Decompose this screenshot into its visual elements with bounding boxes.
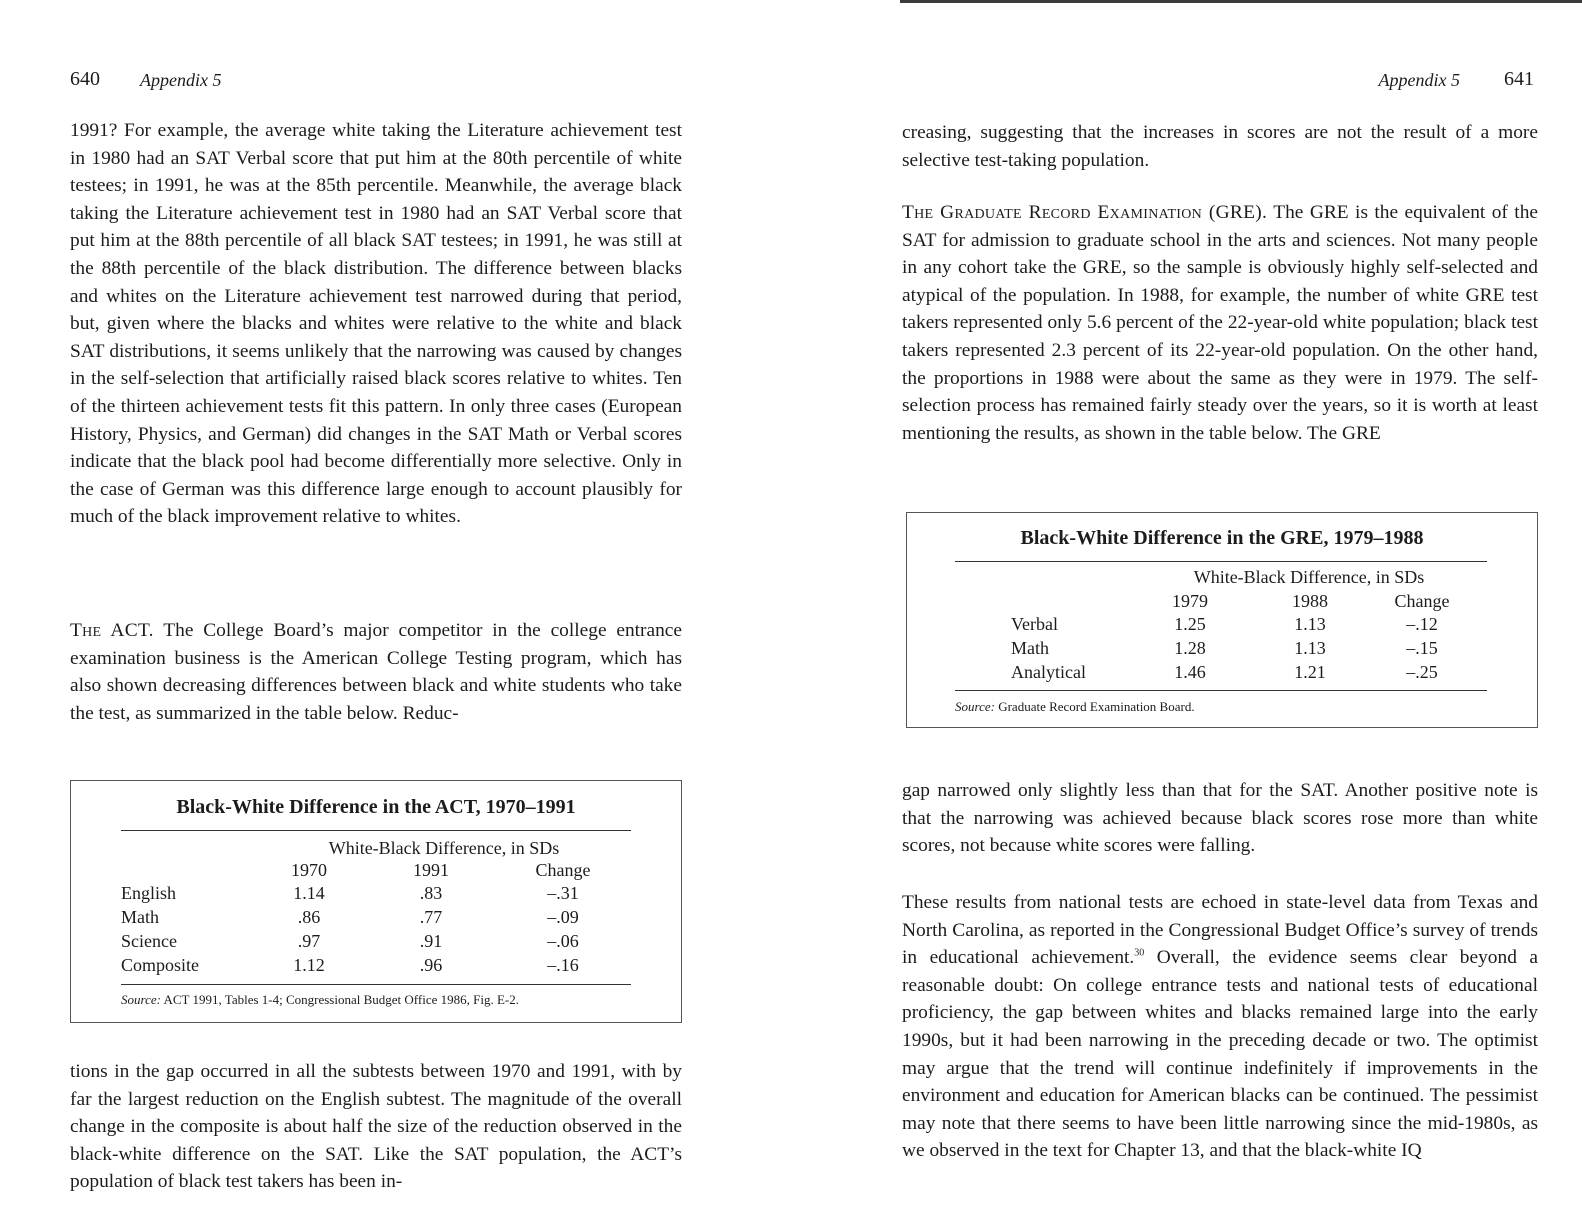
act-section-heading: The ACT. — [70, 620, 154, 641]
page-number-right: 641 — [1504, 68, 1534, 90]
gre-table-title: Black-White Difference in the GRE, 1979–1988 — [1020, 527, 1424, 549]
paragraph-text: 1991? For example, the average white taking the Literature achievement test in 1980 had an SAT Verbal score that put him at the 80th percentile of white testees; in 1991, he was at the 85th percentile. Meanwhile, the average black taking the Literature achievement test in 1980 had an SAT Verbal score that put him at the 88th percentile of all black SAT testees; in 1991, he was still at the 88th percentile of the black distribution. The difference between blacks and whites on the Literature achievement test narrowed during that period, but, given where the blacks and whites were relative to the white and black SAT distributions, it seems unlikely that the narrowing was caused by changes in the self-selection that artificially raised black scores relative to whites. Ten of the thirteen achievement tests fit this pattern. In only three cases (European History, Physics, and German) did changes in the SAT Math or Verbal scores indicate that the black pool had become differentially more selective. Only in the case of German was this difference large enough to account plausibly for much of the black improvement relative to whites. — [70, 120, 682, 528]
act-section-text: The College Board’s major competitor in the college entrance examination business is the American College Testing program, which has also shown decreasing differences between black and white students who take the test, as summarized in the table below. Reduc- — [70, 620, 683, 724]
act-col-header: 1970 — [291, 860, 327, 880]
act-cell: .97 — [297, 931, 321, 951]
act-col-header: 1991 — [413, 860, 449, 880]
gre-cell: 1.21 — [1294, 662, 1326, 682]
act-cell: 1.14 — [293, 883, 325, 903]
paragraph-text: gap narrowed only slightly less than that for the SAT. Another positive note is that the narrowing was achieved because black scores rose more than white scores, not because white scores were falling. — [902, 780, 1538, 857]
gre-table-source — [955, 699, 1195, 715]
gre-cell: –.25 — [1406, 662, 1438, 682]
gre-row-label: Math — [1011, 638, 1049, 658]
running-head-left: Appendix 5 — [140, 70, 222, 90]
act-table-group-header: White-Black Difference, in SDs — [328, 838, 560, 858]
left-page — [70, 0, 682, 1220]
running-head-right: Appendix 5 — [1378, 70, 1460, 90]
gre-section-heading: The Graduate Record Examination (GRE). — [902, 202, 1268, 223]
act-cell: –.31 — [547, 883, 579, 903]
act-row-label: English — [121, 883, 177, 903]
gre-section — [902, 199, 1538, 447]
act-table-source — [121, 992, 519, 1008]
paragraph-text: creasing, suggesting that the increases in scores are not the result of a more selective test-taking population. — [902, 122, 1538, 171]
act-cell: –.09 — [547, 907, 579, 927]
act-col-header: Change — [535, 860, 591, 880]
act-cell: –.06 — [547, 931, 579, 951]
act-table — [70, 780, 682, 1023]
gre-cell: 1.28 — [1174, 638, 1206, 658]
gre-table-group-header: White-Black Difference, in SDs — [1193, 567, 1425, 587]
gre-cell: –.12 — [1406, 614, 1438, 634]
table-rule — [955, 690, 1487, 691]
table-rule — [121, 984, 631, 985]
act-cell: .83 — [419, 883, 443, 903]
gre-section-text: The GRE is the equivalent of the SAT for admission to graduate school in the arts and sciences. Not many people in any cohort take the GRE, so the sample is obviously highly self-selected and atypical of the population. In 1988, for example, the number of white GRE test takers represented only 5.6 percent of the 22-year-old white population; black test takers represented 2.3 percent of its 22-year-old population. On the other hand, the proportions in 1988 were about the same as they were in 1979. The self-selection process has remained fairly steady over the years, so it is worth at least mentioning the results, as shown in the table below. The GRE — [902, 202, 1539, 444]
left-paragraph-1 — [70, 117, 682, 531]
act-row-label: Math — [121, 907, 159, 927]
paragraph-text: tions in the gap occurred in all the subtests between 1970 and 1991, with by far the largest reduction on the English subtest. The magnitude of the overall change in the composite is about half the size of the reduction observed in the black-white difference on the SAT. Like the SAT population, the ACT’s population of black test takers has been in- — [70, 1061, 682, 1193]
gre-cell: –.15 — [1406, 638, 1438, 658]
footnote-reference[interactable]: 30 — [1134, 947, 1145, 959]
act-row-label: Science — [121, 931, 177, 951]
act-cell: –.16 — [547, 955, 579, 975]
act-cell: .77 — [419, 907, 443, 927]
act-section — [70, 617, 682, 727]
source-label: Source: — [955, 699, 995, 714]
right-running-header — [902, 62, 1538, 102]
right-page — [902, 0, 1538, 1220]
gre-col-header: 1988 — [1292, 591, 1328, 611]
right-final-paragraph — [902, 889, 1538, 1165]
left-running-header — [70, 62, 682, 102]
gre-col-header: Change — [1394, 591, 1450, 611]
paragraph-text: These results from national tests are echoed in state-level data from Texas and North Carolina, as reported in the Congressional Budget Office’s survey of trends in educational achievement. — [902, 892, 1538, 969]
source-text: Graduate Record Examination Board. — [998, 699, 1195, 714]
table-rule — [955, 561, 1487, 562]
gre-table — [906, 512, 1538, 728]
gre-cell: 1.46 — [1174, 662, 1206, 682]
gre-cell: 1.25 — [1174, 614, 1206, 634]
act-cell: 1.12 — [293, 955, 325, 975]
gre-col-header: 1979 — [1172, 591, 1208, 611]
act-cell: .86 — [297, 907, 321, 927]
act-cell: .91 — [419, 931, 443, 951]
right-paragraph-after-table — [902, 777, 1538, 860]
page-number-left: 640 — [70, 68, 100, 90]
gre-cell: 1.13 — [1294, 638, 1326, 658]
act-table-title: Black-White Difference in the ACT, 1970–1991 — [176, 796, 576, 818]
act-cell: .96 — [419, 955, 443, 975]
table-rule — [121, 830, 631, 831]
gre-row-label: Verbal — [1011, 614, 1058, 634]
gre-row-label: Analytical — [1011, 662, 1086, 682]
right-paragraph-1 — [902, 119, 1538, 174]
source-label: Source: — [121, 992, 161, 1007]
source-text: ACT 1991, Tables 1-4; Congressional Budget Office 1986, Fig. E-2. — [163, 992, 519, 1007]
left-paragraph-after-table — [70, 1058, 682, 1196]
act-row-label: Composite — [121, 955, 200, 975]
gre-cell: 1.13 — [1294, 614, 1326, 634]
paragraph-text: Overall, the evidence seems clear beyond a reasonable doubt: On college entrance tests and national tests of educational proficiency, the gap between whites and blacks remained large into the early 1990s, but it had been narrowing in the preceding decade or two. The optimist may argue that the trend will continue indefinitely if improvements in the environment and education for American blacks can be continued. The pessimist may note that there seems to have been little narrowing since the mid-1980s, as we observed in the text for Chapter 13, and that the black-white IQ — [902, 947, 1538, 1162]
